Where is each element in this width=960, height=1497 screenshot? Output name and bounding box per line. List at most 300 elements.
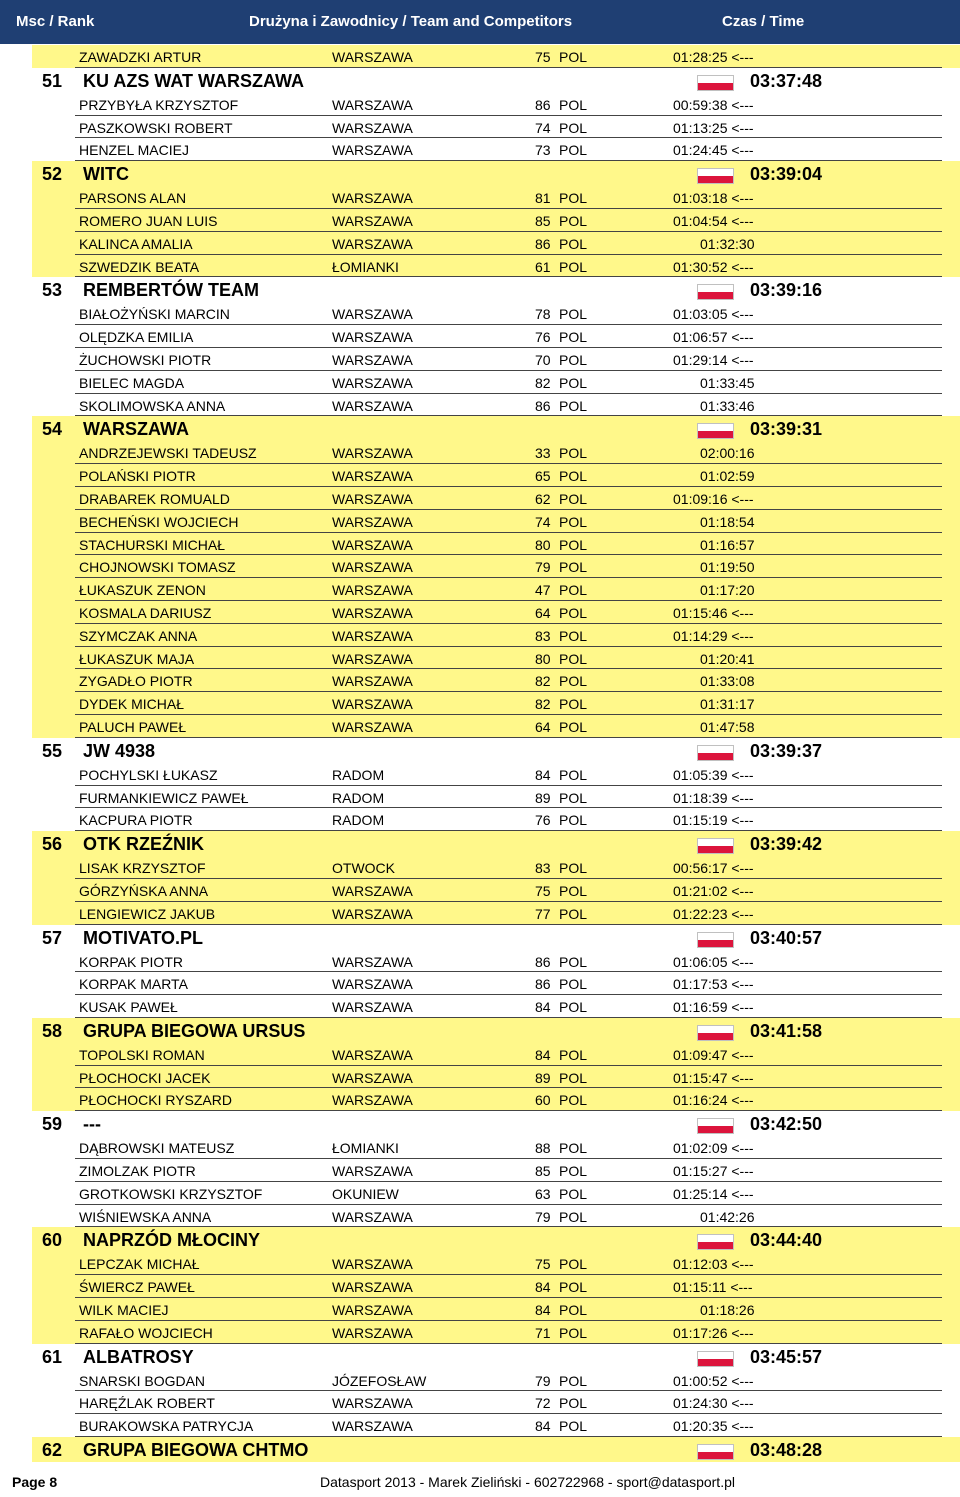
competitor-city: WARSZAWA: [332, 999, 413, 1016]
competitor-birth-year: 82: [535, 696, 551, 713]
team-time: 03:39:16: [750, 280, 823, 301]
team-row: [0, 1227, 960, 1252]
competitor-row: [0, 786, 960, 809]
competitor-name: LENGIEWICZ JAKUB: [79, 905, 216, 922]
competitor-name: ZAWADZKI ARTUR: [79, 49, 202, 65]
competitor-name: PŁOCHOCKI JACEK: [79, 1069, 211, 1086]
competitor-name: KORPAK MARTA: [79, 976, 188, 993]
competitor-row: [0, 371, 960, 394]
competitor-row: [0, 1298, 960, 1321]
team-column-header: Drużyna i Zawodnicy / Team and Competitors: [249, 13, 573, 30]
competitor-nationality: POL: [559, 976, 588, 993]
competitor-row: [0, 441, 960, 464]
competitor-row: [0, 995, 960, 1018]
competitor-row: [0, 186, 960, 209]
competitor-name: WILK MACIEJ: [79, 1302, 169, 1319]
competitor-nationality: POL: [559, 468, 588, 485]
competitor-city: WARSZAWA: [332, 696, 413, 713]
competitor-time: 01:18:26: [700, 1302, 755, 1319]
competitor-nationality: POL: [559, 1302, 588, 1319]
competitor-row: [0, 715, 960, 738]
competitor-name: FURMANKIEWICZ PAWEŁ: [79, 789, 249, 806]
competitor-city: WARSZAWA: [332, 1418, 413, 1435]
competitor-birth-year: 60: [535, 1092, 551, 1109]
competitor-name: ZYGADŁO PIOTR: [79, 673, 193, 690]
competitor-row: [0, 647, 960, 670]
competitor-time: 01:24:45 <---: [673, 142, 754, 159]
competitor-time: 01:17:26 <---: [673, 1324, 754, 1341]
competitor-row: [0, 232, 960, 255]
competitor-birth-year: 84: [535, 1302, 551, 1319]
poland-flag-icon: [697, 745, 734, 761]
competitor-city: OKUNIEW: [332, 1185, 399, 1202]
competitor-row: [0, 325, 960, 348]
competitor-city: WARSZAWA: [332, 351, 413, 368]
team-name: KU AZS WAT WARSZAWA: [83, 70, 304, 91]
competitor-city: RADOM: [332, 789, 385, 806]
competitor-birth-year: 64: [535, 604, 551, 621]
competitor-time: 01:16:24 <---: [673, 1092, 754, 1109]
competitor-time: 01:02:09 <---: [673, 1140, 754, 1157]
poland-flag-icon: [697, 838, 734, 854]
team-name: REMBERTÓW TEAM: [83, 280, 259, 301]
team-row: [0, 161, 960, 186]
team-rank: 52: [42, 164, 63, 185]
competitor-name: ROMERO JUAN LUIS: [79, 212, 218, 229]
competitor-city: WARSZAWA: [332, 604, 413, 621]
competitor-city: WARSZAWA: [332, 905, 413, 922]
competitor-birth-year: 84: [535, 1046, 551, 1063]
competitor-name: PASZKOWSKI ROBERT: [79, 119, 233, 136]
competitor-birth-year: 88: [535, 1140, 551, 1157]
competitor-time: 01:16:57: [700, 536, 755, 553]
competitor-time: 01:31:17: [700, 696, 755, 713]
team-block: [0, 416, 960, 737]
team-block: [0, 1018, 960, 1111]
competitor-name: KOSMALA DARIUSZ: [79, 604, 212, 621]
competitor-birth-year: 33: [535, 445, 551, 462]
competitor-time: 01:17:53 <---: [673, 976, 754, 993]
team-rank: 53: [42, 280, 63, 301]
competitor-name: SNARSKI BOGDAN: [79, 1372, 206, 1389]
competitor-time: 01:42:26: [700, 1208, 755, 1225]
competitor-city: WARSZAWA: [332, 1092, 413, 1109]
competitor-name: BIELEC MAGDA: [79, 374, 185, 391]
competitor-birth-year: 89: [535, 789, 551, 806]
competitor-city: WARSZAWA: [332, 1046, 413, 1063]
competitor-birth-year: 86: [535, 96, 551, 113]
competitor-birth-year: 83: [535, 627, 551, 644]
competitor-name: TOPOLSKI ROMAN: [79, 1046, 205, 1063]
team-rank: 55: [42, 740, 63, 761]
competitor-nationality: POL: [559, 627, 588, 644]
competitor-city: WARSZAWA: [332, 445, 413, 462]
competitor-birth-year: 79: [535, 1208, 551, 1225]
competitor-row: [0, 1205, 960, 1228]
competitor-nationality: POL: [559, 1372, 588, 1389]
competitor-birth-year: 70: [535, 351, 551, 368]
competitor-birth-year: 83: [535, 860, 551, 877]
competitor-city: WARSZAWA: [332, 582, 413, 599]
competitor-time: 01:33:46: [700, 397, 755, 414]
competitor-row: [0, 487, 960, 510]
competitor-nationality: POL: [559, 812, 588, 829]
team-row: [0, 925, 960, 950]
competitor-time: 01:12:03 <---: [673, 1256, 754, 1273]
competitor-time: 01:22:23 <---: [673, 905, 754, 922]
competitor-row: [0, 533, 960, 556]
competitor-city: WARSZAWA: [332, 374, 413, 391]
competitor-birth-year: 78: [535, 306, 551, 323]
competitor-row: [0, 624, 960, 647]
competitor-city: ŁOMIANKI: [332, 258, 399, 275]
competitor-name: GÓRZYŃSKA ANNA: [79, 882, 209, 899]
competitor-birth-year: 75: [535, 882, 551, 899]
competitor-nationality: POL: [559, 374, 588, 391]
poland-flag-icon: [697, 1351, 734, 1367]
competitor-city: WARSZAWA: [332, 673, 413, 690]
competitor-nationality: POL: [559, 1418, 588, 1435]
competitor-row: [0, 1369, 960, 1392]
competitor-name: HARĘŹLAK ROBERT: [79, 1395, 215, 1412]
team-rank: 54: [42, 419, 63, 440]
poland-flag-icon: [697, 1234, 734, 1250]
competitor-birth-year: 79: [535, 559, 551, 576]
competitor-nationality: POL: [559, 766, 588, 783]
competitor-city: WARSZAWA: [332, 1163, 413, 1180]
competitor-city: WARSZAWA: [332, 490, 413, 507]
competitor-time: 01:15:46 <---: [673, 604, 754, 621]
competitor-time: 01:21:02 <---: [673, 882, 754, 899]
competitor-city: WARSZAWA: [332, 1279, 413, 1296]
team-time: 03:37:48: [750, 70, 823, 91]
competitor-time: 01:30:52 <---: [673, 258, 754, 275]
competitor-birth-year: 76: [535, 812, 551, 829]
competitor-city: WARSZAWA: [332, 718, 413, 735]
competitor-time: 01:02:59: [700, 468, 755, 485]
competitor-time: 00:56:17 <---: [673, 860, 754, 877]
competitor-city: RADOM: [332, 812, 385, 829]
competitor-row: [0, 1321, 960, 1344]
competitor-row: [0, 209, 960, 232]
competitor-birth-year: 79: [535, 1372, 551, 1389]
competitor-name: ŚWIERCZ PAWEŁ: [79, 1279, 195, 1296]
competitor-city: ŁOMIANKI: [332, 1140, 399, 1157]
team-block: [0, 1344, 960, 1437]
team-name: ALBATROSY: [83, 1346, 194, 1367]
team-row: [0, 1111, 960, 1136]
team-name: GRUPA BIEGOWA CHTMO: [83, 1440, 309, 1461]
competitor-time: 01:05:39 <---: [673, 766, 754, 783]
competitor-row: [0, 972, 960, 995]
competitor-name: ZIMOLZAK PIOTR: [79, 1163, 196, 1180]
competitor-name: GROTKOWSKI KRZYSZTOF: [79, 1185, 263, 1202]
team-rank: 57: [42, 927, 63, 948]
competitor-time: 01:15:47 <---: [673, 1069, 754, 1086]
competitor-birth-year: 82: [535, 673, 551, 690]
competitor-time: 01:06:57 <---: [673, 329, 754, 346]
competitor-name: POLAŃSKI PIOTR: [79, 468, 196, 485]
poland-flag-icon: [697, 423, 734, 439]
competitor-city: WARSZAWA: [332, 96, 413, 113]
competitor-city: WARSZAWA: [332, 235, 413, 252]
competitor-city: WARSZAWA: [332, 49, 413, 65]
competitor-city: WARSZAWA: [332, 1324, 413, 1341]
competitor-time: 01:16:59 <---: [673, 999, 754, 1016]
competitor-city: WARSZAWA: [332, 190, 413, 207]
competitor-birth-year: 82: [535, 374, 551, 391]
competitor-nationality: POL: [559, 582, 588, 599]
competitor-nationality: POL: [559, 1140, 588, 1157]
competitor-time: 01:17:20: [700, 582, 755, 599]
competitor-row: [0, 93, 960, 116]
competitor-birth-year: 63: [535, 1185, 551, 1202]
page-number: Page 8: [12, 1474, 58, 1490]
competitor-time: 01:32:30: [700, 235, 755, 252]
poland-flag-icon: [697, 1118, 734, 1134]
competitor-nationality: POL: [559, 96, 588, 113]
team-name: ---: [83, 1114, 101, 1135]
competitor-birth-year: 85: [535, 1163, 551, 1180]
poland-flag-icon: [697, 932, 734, 948]
competitor-city: RADOM: [332, 766, 385, 783]
poland-flag-icon: [697, 284, 734, 300]
competitor-row: [0, 464, 960, 487]
competitor-nationality: POL: [559, 789, 588, 806]
team-row: [0, 68, 960, 93]
competitor-row: [0, 1066, 960, 1089]
competitor-name: POCHYLSKI ŁUKASZ: [79, 766, 218, 783]
team-row: [0, 1018, 960, 1043]
competitor-birth-year: 80: [535, 536, 551, 553]
competitor-row: [0, 1136, 960, 1159]
competitor-name: ŁUKASZUK MAJA: [79, 650, 195, 667]
competitor-city: OTWOCK: [332, 860, 395, 877]
competitor-birth-year: 75: [535, 49, 551, 65]
team-block: [0, 738, 960, 831]
competitor-nationality: POL: [559, 445, 588, 462]
competitor-time: 01:04:54 <---: [673, 212, 754, 229]
competitor-birth-year: 86: [535, 976, 551, 993]
competitor-name: LISAK KRZYSZTOF: [79, 860, 206, 877]
competitor-row: [0, 578, 960, 601]
competitor-nationality: POL: [559, 604, 588, 621]
team-time: 03:41:58: [750, 1020, 823, 1041]
competitor-nationality: POL: [559, 673, 588, 690]
competitor-time: 01:13:25 <---: [673, 119, 754, 136]
competitor-row: [0, 348, 960, 371]
competitor-nationality: POL: [559, 536, 588, 553]
competitor-name: PŁOCHOCKI RYSZARD: [79, 1092, 232, 1109]
competitor-birth-year: 62: [535, 490, 551, 507]
competitor-name: DĄBROWSKI MATEUSZ: [79, 1140, 235, 1157]
competitor-city: WARSZAWA: [332, 882, 413, 899]
competitor-nationality: POL: [559, 212, 588, 229]
team-row: [0, 416, 960, 441]
competitor-city: WARSZAWA: [332, 513, 413, 530]
competitor-nationality: POL: [559, 860, 588, 877]
competitor-city: WARSZAWA: [332, 329, 413, 346]
competitor-nationality: POL: [559, 1208, 588, 1225]
competitor-row: [0, 601, 960, 624]
competitor-row: [0, 1088, 960, 1111]
competitor-name: KALINCA AMALIA: [79, 235, 193, 252]
competitor-nationality: POL: [559, 953, 588, 970]
competitor-nationality: POL: [559, 49, 588, 65]
competitor-time: 01:09:16 <---: [673, 490, 754, 507]
competitor-time: 01:06:05 <---: [673, 953, 754, 970]
competitor-name: WIŚNIEWSKA ANNA: [79, 1208, 212, 1225]
team-name: NAPRZÓD MŁOCINY: [83, 1230, 260, 1251]
competitor-birth-year: 72: [535, 1395, 551, 1412]
competitor-birth-year: 86: [535, 397, 551, 414]
competitor-time: 01:19:50: [700, 559, 755, 576]
team-block: [0, 1227, 960, 1343]
competitor-birth-year: 65: [535, 468, 551, 485]
competitor-name: HENZEL MACIEJ: [79, 142, 189, 159]
competitor-name: KORPAK PIOTR: [79, 953, 183, 970]
competitor-time: 01:18:54: [700, 513, 755, 530]
poland-flag-icon: [697, 1444, 734, 1460]
time-column-header: Czas / Time: [722, 13, 805, 30]
footer-credits: Datasport 2013 - Marek Zieliński - 602722968 - sport@datasport.pl: [320, 1474, 735, 1490]
competitor-time: 02:00:16: [700, 445, 755, 462]
competitor-row: [0, 808, 960, 831]
competitor-name: STACHURSKI MICHAŁ: [79, 536, 225, 553]
team-rank: 58: [42, 1020, 63, 1041]
competitor-name: ŻUCHOWSKI PIOTR: [79, 351, 212, 368]
competitor-city: WARSZAWA: [332, 468, 413, 485]
rank-column-header: Msc / Rank: [16, 13, 95, 30]
competitor-city: WARSZAWA: [332, 142, 413, 159]
competitor-row: [0, 1414, 960, 1437]
team-row: [0, 738, 960, 763]
competitor-name: SZWEDZIK BEATA: [79, 258, 200, 275]
competitor-nationality: POL: [559, 1069, 588, 1086]
competitor-time: 01:20:41: [700, 650, 755, 667]
competitor-name: PRZYBYŁA KRZYSZTOF: [79, 96, 239, 113]
competitor-birth-year: 86: [535, 953, 551, 970]
competitor-nationality: POL: [559, 1256, 588, 1273]
competitor-time: 01:33:08: [700, 673, 755, 690]
team-time: 03:42:50: [750, 1114, 823, 1135]
competitor-nationality: POL: [559, 905, 588, 922]
competitor-name: ANDRZEJEWSKI TADEUSZ: [79, 445, 257, 462]
competitor-name: RAFAŁO WOJCIECH: [79, 1324, 213, 1341]
team-rank: 61: [42, 1346, 63, 1367]
competitor-birth-year: 84: [535, 1418, 551, 1435]
competitor-name: BECHEŃSKI WOJCIECH: [79, 513, 239, 530]
competitor-time: 01:33:45: [700, 374, 755, 391]
competitor-city: WARSZAWA: [332, 650, 413, 667]
competitor-city: WARSZAWA: [332, 559, 413, 576]
team-time: 03:48:28: [750, 1440, 823, 1461]
competitor-nationality: POL: [559, 235, 588, 252]
competitor-city: WARSZAWA: [332, 536, 413, 553]
competitor-nationality: POL: [559, 650, 588, 667]
competitor-row: [0, 1182, 960, 1205]
competitor-birth-year: 76: [535, 329, 551, 346]
competitor-city: WARSZAWA: [332, 1208, 413, 1225]
team-rank: 51: [42, 70, 63, 91]
competitor-time: 01:18:39 <---: [673, 789, 754, 806]
competitor-time: 01:29:14 <---: [673, 351, 754, 368]
competitor-birth-year: 77: [535, 905, 551, 922]
competitor-city: WARSZAWA: [332, 119, 413, 136]
competitor-time: 01:20:35 <---: [673, 1418, 754, 1435]
competitor-nationality: POL: [559, 559, 588, 576]
competitor-city: WARSZAWA: [332, 976, 413, 993]
team-time: 03:45:57: [750, 1346, 823, 1367]
competitor-nationality: POL: [559, 999, 588, 1016]
competitor-row: [0, 950, 960, 973]
competitor-name: SKOLIMOWSKA ANNA: [79, 397, 226, 414]
team-rank: 60: [42, 1230, 63, 1251]
competitor-birth-year: 80: [535, 650, 551, 667]
competitor-time: 01:00:52 <---: [673, 1372, 754, 1389]
competitor-row: [0, 1252, 960, 1275]
competitor-birth-year: 64: [535, 718, 551, 735]
team-name: WITC: [83, 164, 129, 185]
competitor-nationality: POL: [559, 258, 588, 275]
competitor-birth-year: 74: [535, 119, 551, 136]
team-block: [0, 161, 960, 277]
competitor-row: [0, 45, 960, 68]
competitor-time: 01:03:05 <---: [673, 306, 754, 323]
competitor-nationality: POL: [559, 1279, 588, 1296]
competitor-row: [0, 1391, 960, 1414]
competitor-name: KUSAK PAWEŁ: [79, 999, 178, 1016]
competitor-nationality: POL: [559, 397, 588, 414]
competitor-time: 01:03:18 <---: [673, 190, 754, 207]
competitor-birth-year: 89: [535, 1069, 551, 1086]
competitor-row: [0, 1043, 960, 1066]
team-block: [0, 831, 960, 924]
team-block: [0, 45, 960, 68]
competitor-row: [0, 138, 960, 161]
competitor-city: WARSZAWA: [332, 953, 413, 970]
team-time: 03:39:31: [750, 419, 823, 440]
competitor-nationality: POL: [559, 490, 588, 507]
competitor-row: [0, 669, 960, 692]
competitor-city: WARSZAWA: [332, 212, 413, 229]
competitor-birth-year: 61: [535, 258, 551, 275]
team-time: 03:39:42: [750, 834, 823, 855]
competitor-city: WARSZAWA: [332, 306, 413, 323]
competitor-time: 01:09:47 <---: [673, 1046, 754, 1063]
competitor-birth-year: 71: [535, 1324, 551, 1341]
competitor-row: [0, 1159, 960, 1182]
competitor-city: WARSZAWA: [332, 1069, 413, 1086]
competitor-row: [0, 692, 960, 715]
team-block: [0, 925, 960, 1018]
team-name: WARSZAWA: [83, 419, 189, 440]
competitor-time: 01:15:11 <---: [673, 1279, 753, 1296]
competitor-name: ŁUKASZUK ZENON: [79, 582, 206, 599]
competitor-time: 00:59:38 <---: [673, 96, 754, 113]
competitor-nationality: POL: [559, 329, 588, 346]
team-name: MOTIVATO.PL: [83, 927, 203, 948]
competitor-nationality: POL: [559, 1092, 588, 1109]
competitor-city: WARSZAWA: [332, 397, 413, 414]
team-name: GRUPA BIEGOWA URSUS: [83, 1020, 306, 1041]
competitor-row: [0, 510, 960, 533]
competitor-name: PALUCH PAWEŁ: [79, 718, 187, 735]
competitor-time: 01:15:27 <---: [673, 1163, 754, 1180]
column-header-bar: [0, 0, 960, 44]
competitor-name: PARSONS ALAN: [79, 190, 187, 207]
competitor-time: 01:47:58: [700, 718, 755, 735]
